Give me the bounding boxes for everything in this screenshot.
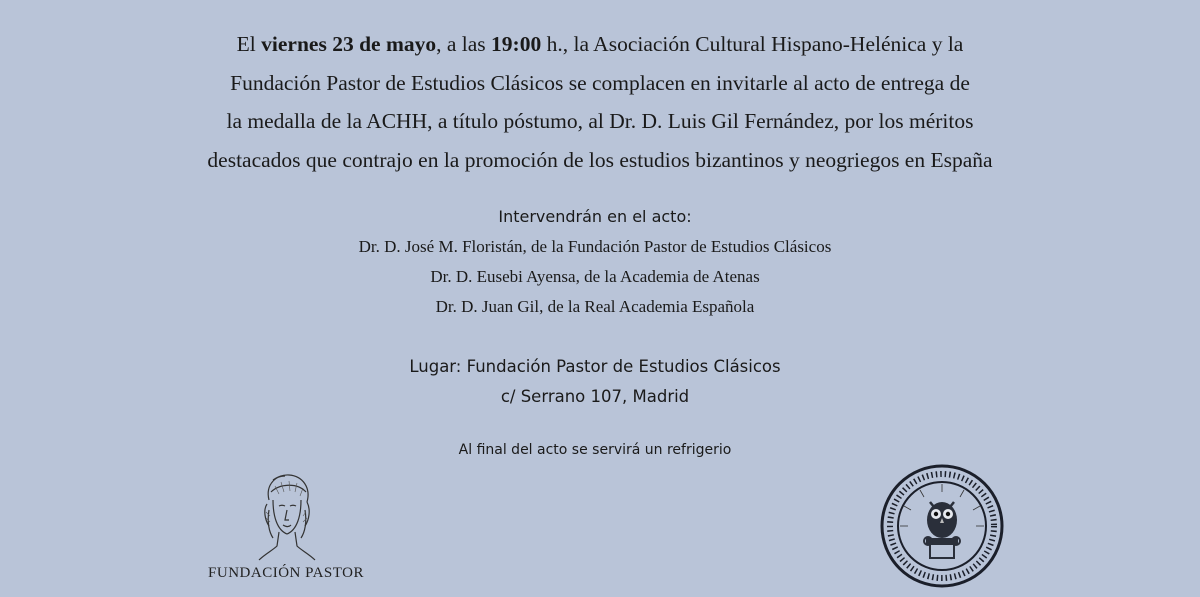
- invitation-paragraph: [0, 25, 1200, 179]
- invitation-line-1: [0, 25, 1200, 64]
- invitation-text: h., la Asociación Cultural Hispano-Helénica y la: [541, 32, 964, 56]
- speakers-list: [0, 232, 1190, 322]
- event-date: viernes 23 de mayo: [261, 32, 437, 56]
- refreshment-note: Al final del acto se servirá un refrigerio: [458, 442, 732, 458]
- speaker-item: Dr. D. Juan Gil, de la Real Academia Española: [435, 297, 755, 316]
- venue-address: c/ Serrano 107, Madrid: [500, 387, 690, 406]
- classical-head-icon: [251, 470, 321, 562]
- invitation-line-3: la medalla de la ACHH, a título póstumo, al Dr. D. Luis Gil Fernández, por los méritos: [226, 109, 974, 133]
- event-time: 19:00: [491, 32, 542, 56]
- venue-block: [0, 352, 1190, 412]
- owl-seal-icon: [872, 462, 1018, 592]
- invitation-text: El: [236, 32, 262, 56]
- achh-seal-logo: [872, 462, 1018, 592]
- invitation-line-2: Fundación Pastor de Estudios Clásicos se complacen en invitarle al acto de entrega de: [230, 70, 970, 95]
- fundacion-pastor-logo: [196, 470, 376, 590]
- fundacion-pastor-label: FUNDACIÓN PASTOR: [208, 565, 364, 581]
- speakers-heading: Intervendrán en el acto:: [498, 207, 692, 226]
- venue-place: Lugar: Fundación Pastor de Estudios Clásicos: [409, 357, 781, 376]
- invitation-line-4: destacados que contrajo en la promoción de los estudios bizantinos y neogriegos en España: [207, 147, 993, 172]
- speaker-item: Dr. D. Eusebi Ayensa, de la Academia de Atenas: [430, 267, 760, 286]
- speaker-item: Dr. D. José M. Floristán, de la Fundación Pastor de Estudios Clásicos: [358, 237, 832, 256]
- invitation-text: , a las: [436, 32, 492, 56]
